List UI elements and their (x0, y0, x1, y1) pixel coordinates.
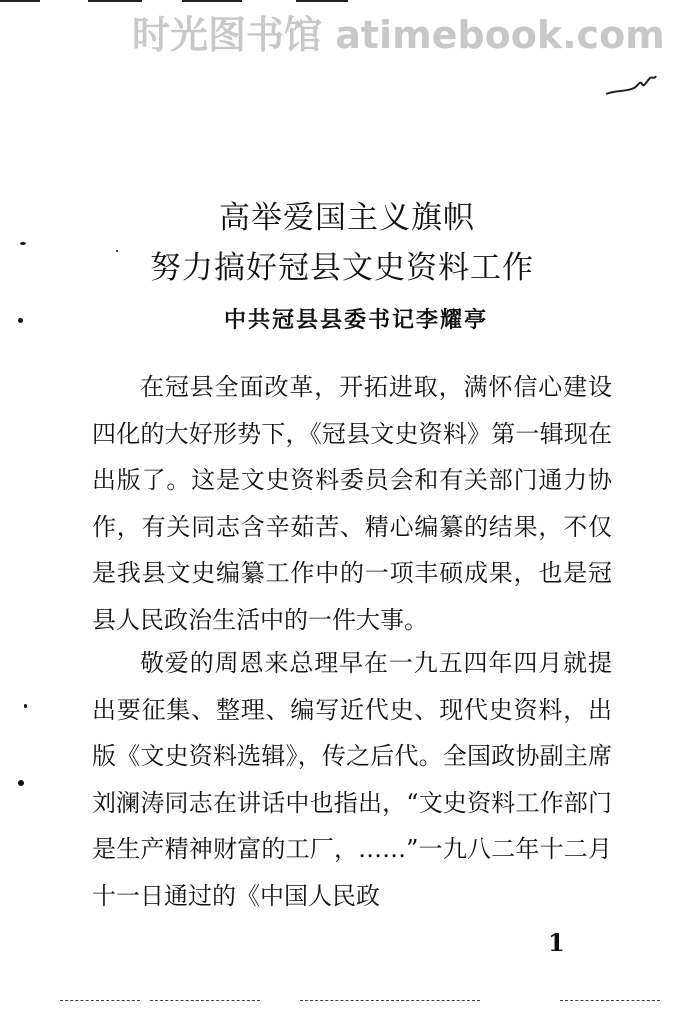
top-edge-line (88, 0, 142, 2)
title-line-1: 高举爱国主义旗帜 (219, 200, 475, 236)
top-edge-line (182, 0, 242, 2)
scan-speck (18, 780, 24, 786)
pen-mark (604, 72, 664, 102)
bottom-edge-line (150, 1000, 260, 1002)
paragraph-2: 敬爱的周恩来总理早在一九五四年四月就提出要征集、整理、编写近代史、现代史资料，出版《文史资料选辑》，传之后代。全国政协副主席刘澜涛同志在讲话中也指出，“文史资料工作部门是生产精神财富的工厂，……”一九八二年十二月十一日通过的《中国人民政 (92, 649, 612, 910)
scan-speck (116, 250, 118, 252)
watermark: 时光图书馆 atimebook.com (132, 13, 665, 57)
title-line-2: 努力搞好冠县文史资料工作 (150, 250, 534, 286)
page-number: 1 (548, 928, 565, 957)
scan-speck (18, 318, 23, 323)
author-line: 中共冠县县委书记李耀亭 (223, 308, 488, 333)
scan-speck (20, 242, 26, 245)
bottom-edge-line (300, 1000, 480, 1002)
top-edge-line (0, 0, 40, 2)
top-edge-line (296, 0, 348, 2)
scan-speck (24, 704, 27, 708)
paragraph-1: 在冠县全面改革，开拓进取，满怀信心建设四化的大好形势下，《冠县文史资料》第一辑现在出版了。这是文史资料委员会和有关部门通力协作，有关同志含辛茹苦、精心编纂的结果，不仅是我县文史编纂工作中的一项丰硕成果，也是冠县人民政治生活中的一件大事。 (92, 373, 612, 634)
bottom-edge-line (60, 1000, 140, 1002)
bottom-edge-line (560, 1000, 660, 1002)
